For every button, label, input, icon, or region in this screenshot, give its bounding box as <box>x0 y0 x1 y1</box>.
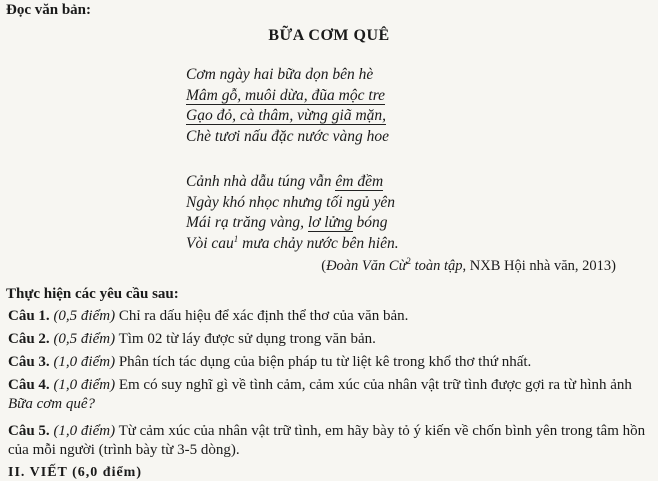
poem-stanza-1 <box>186 65 389 147</box>
question-label: Câu 2. <box>8 331 50 347</box>
question-points: (0,5 điểm) <box>53 308 116 324</box>
question-3 <box>8 353 648 372</box>
poem-title: BỮA CƠM QUÊ <box>268 27 390 44</box>
reading-heading: Đọc văn bản: <box>6 2 92 18</box>
question-text: Em có suy nghĩ gì về tình cảm, cảm xúc của nhân vật trữ tình được gợi ra từ hình ảnh <box>115 377 632 393</box>
question-label: Câu 3. <box>8 354 50 370</box>
underlined-text: êm đềm <box>335 173 384 190</box>
work-title: toàn tập <box>410 258 463 274</box>
footnote-marker: 1 <box>233 233 239 244</box>
poem-stanza-2 <box>186 172 399 254</box>
question-points: (1,0 điểm) <box>53 423 116 439</box>
poem-line <box>186 213 399 234</box>
underlined-text: lơ lửng <box>307 214 353 231</box>
question-points: (1,0 điểm) <box>53 377 116 393</box>
line-text: mưa chảy nước bên hiên. <box>238 234 399 252</box>
line-text: Vòi cau <box>186 234 234 252</box>
question-label: Câu 5. <box>8 423 50 439</box>
question-text: Từ cảm xúc của nhân vật trữ tình, em hãy bày tỏ ý kiến về chốn bình yên trong tâm hồn của mỗi người (trình bày từ 3-5 dòng). <box>8 423 646 458</box>
question-1 <box>8 307 648 326</box>
question-label: Câu 4. <box>8 377 50 393</box>
section-heading-cutoff: II. VIẾT (6,0 điểm) <box>8 465 143 480</box>
underlined-text: Mâm gỗ, muôi dừa, đũa mộc tre <box>186 86 386 104</box>
question-4 <box>8 376 648 414</box>
poem-line <box>186 234 399 255</box>
poem-line: Cơm ngày hai bữa dọn bên hè <box>186 66 374 83</box>
publisher: , NXB Hội nhà văn, 2013) <box>462 258 616 274</box>
question-points: (1,0 điểm) <box>53 354 116 370</box>
question-label: Câu 1. <box>8 308 50 324</box>
question-2 <box>8 330 648 349</box>
question-5 <box>8 422 648 460</box>
question-points: (0,5 điểm) <box>53 331 116 347</box>
question-text: Chỉ ra dấu hiệu để xác định thể thơ của văn bản. <box>115 308 409 324</box>
poem-line <box>186 86 389 107</box>
source-citation <box>321 258 616 275</box>
poem-title-reference: Bữa cơm quê? <box>8 396 95 412</box>
poem-line: Ngày khó nhọc nhưng tối ngủ yên <box>186 193 396 211</box>
line-text: bóng <box>352 214 388 231</box>
question-text: Tìm 02 từ láy được sử dụng trong văn bản. <box>115 331 376 347</box>
underlined-text: Gạo đỏ, cà thâm, vừng giã mặn, <box>186 107 387 124</box>
line-text: Mái rạ trăng vàng, <box>186 214 308 231</box>
paren: ( <box>321 258 327 274</box>
footnote-marker: 2 <box>406 256 411 266</box>
poem-line <box>186 172 399 193</box>
line-text: Cảnh nhà dẫu túng vẫn <box>186 173 336 190</box>
tasks-heading: Thực hiện các yêu cầu sau: <box>6 286 179 302</box>
poem-line: Chè tươi nấu đặc nước vàng hoe <box>186 127 390 145</box>
question-text: Phân tích tác dụng của biện pháp tu từ liệt kê trong khổ thơ thứ nhất. <box>115 354 532 370</box>
poem-line <box>186 106 389 127</box>
author-name: Đoàn Văn Cừ <box>326 258 407 274</box>
